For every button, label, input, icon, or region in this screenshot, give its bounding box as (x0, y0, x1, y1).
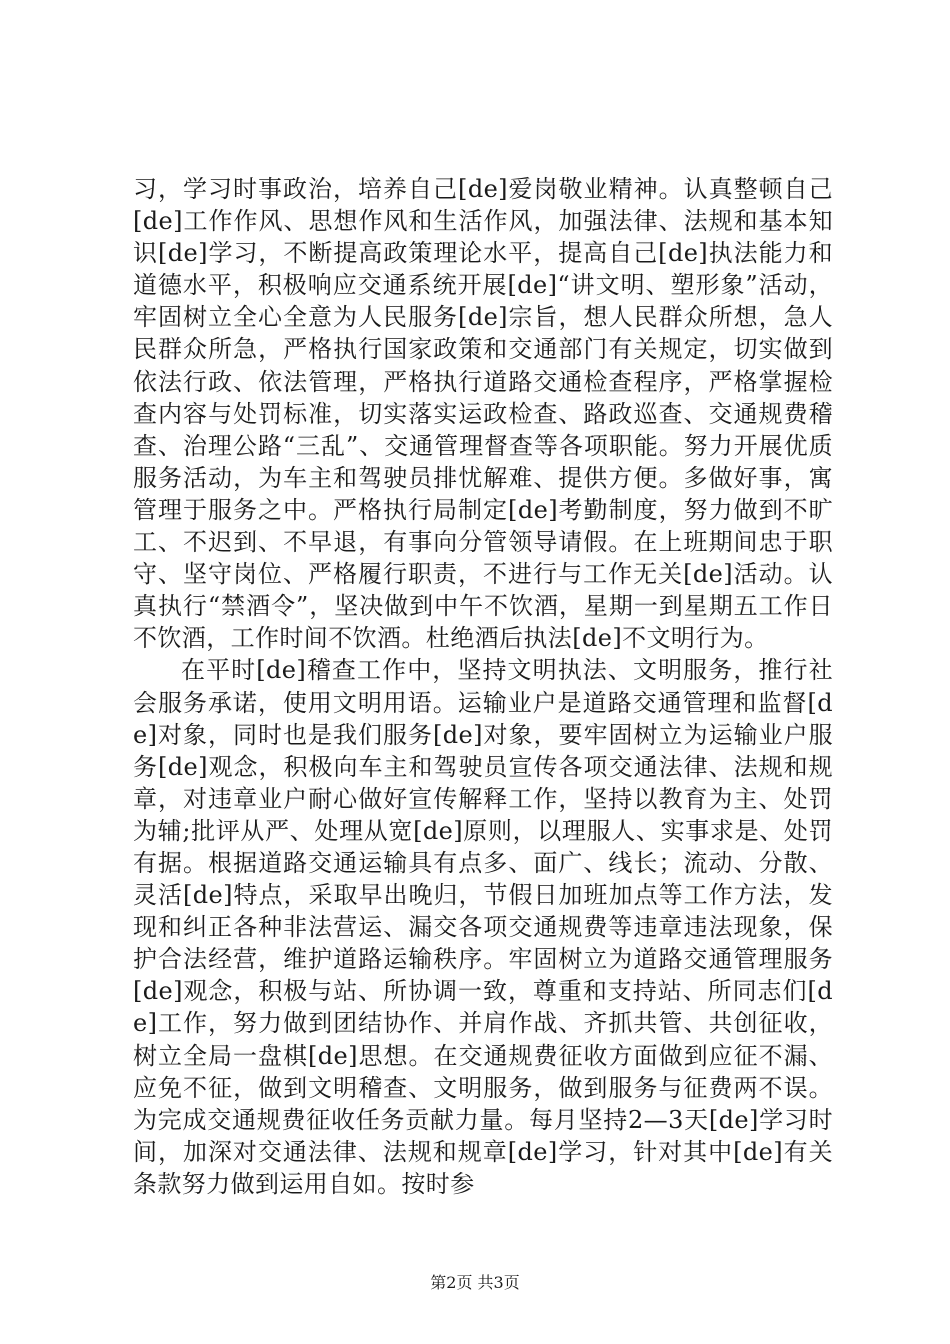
page-footer: 第2页 共3页 (430, 1273, 520, 1292)
paragraph-1: 习，学习时事政治，培养自己[de]爱岗敬业精神。认真整顿自己[de]工作作风、思想作风和生活作风，加强法律、法规和基本知识[de]学习，不断提高政策理论水平，提高自己[de]执法能力和道德水平，积极响应交通系统开展[de]“讲文明、塑形象”活动，牢固树立全心全意为人民服务[de]宗旨，想人民群众所想，急人民群众所急，严格执行国家政策和交通部门有关规定，切实做到依法行政、依法管理，严格执行道路交通检查程序，严格掌握检查内容与处罚标准，切实落实运政检查、路政巡查、交通规费稽查、治理公路“三乱”、交通管理督查等各项职能。努力开展优质服务活动，为车主和驾驶员排忧解难、提供方便。多做好事，寓管理于服务之中。严格执行局制定[de]考勤制度，努力做到不旷工、不迟到、不早退，有事向分管领导请假。在上班期间忠于职守、坚守岗位、严格履行职责，不进行与工作无关[de]活动。认真执行“禁酒令”，坚决做到中午不饮酒，星期一到星期五工作日不饮酒，工作时间不饮酒。杜绝酒后执法[de]不文明行为。 (133, 175, 833, 653)
paragraph-2: 在平时[de]稽查工作中，坚持文明执法、文明服务，推行社会服务承诺，使用文明用语。运输业户是道路交通管理和监督[de]对象，同时也是我们服务[de]对象，要牢固树立为运输业户服务[de]观念，积极向车主和驾驶员宣传各项交通法律、法规和规章，对违章业户耐心做好宣传解释工作，坚持以教育为主、处罚为辅;批评从严、处理从宽[de]原则，以理服人、实事求是、处罚有据。根据道路交通运输具有点多、面广、线长；流动、分散、灵活[de]特点，采取早出晚归，节假日加班加点等工作方法，发现和纠正各种非法营运、漏交各项交通规费等违章违法现象，保护合法经营，维护道路运输秩序。牢固树立为道路交通管理服务[de]观念，积极与站、所协调一致，尊重和支持站、所同志们[de]工作，努力做到团结协作、并肩作战、齐抓共管、共创征收，树立全局一盘棋[de]思想。在交通规费征收方面做到应征不漏、应免不征，做到文明稽查、文明服务，做到服务与征费两不误。为完成交通规费征收任务贡献力量。每月坚持2—3天[de]学习时间，加深对交通法律、法规和规章[de]学习，针对其中[de]有关条款努力做到运用自如。按时参 (133, 656, 833, 1198)
document-body (133, 173, 833, 1200)
